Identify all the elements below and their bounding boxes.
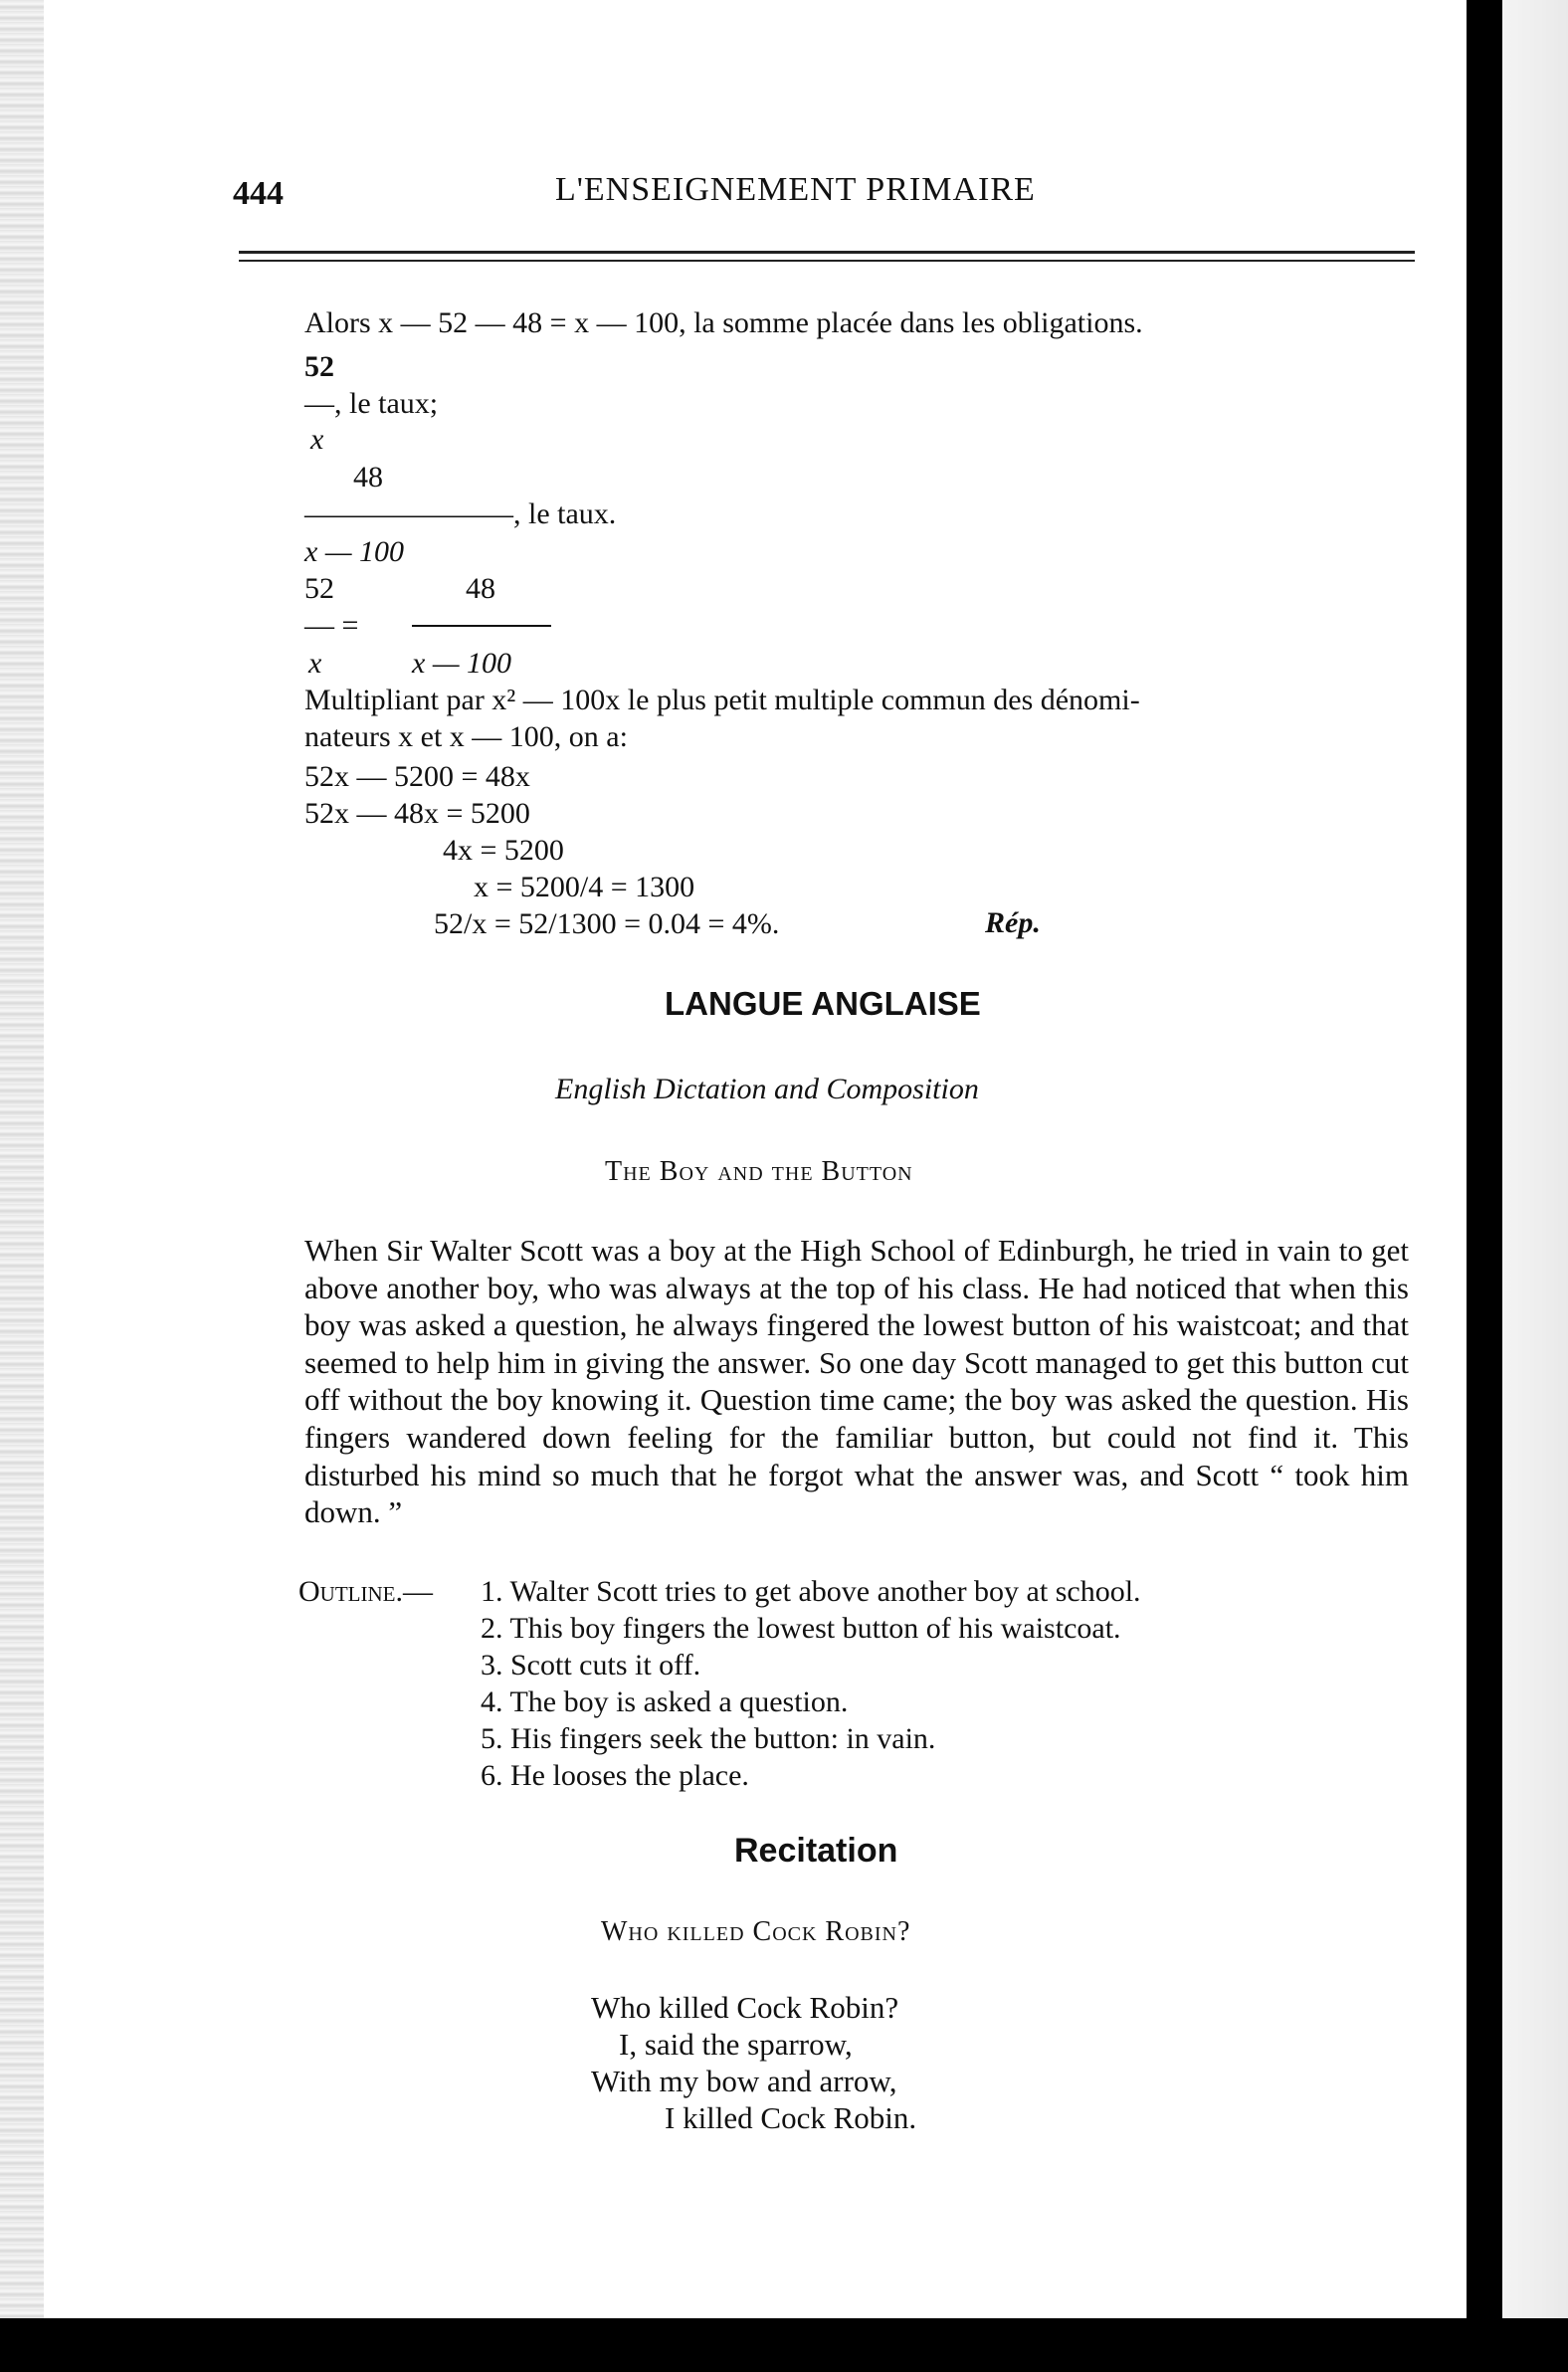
header-rule-bottom xyxy=(239,260,1415,262)
poem-line: With my bow and arrow, xyxy=(591,2064,897,2098)
equation-left-denominator: x xyxy=(308,647,322,680)
story-title: The Boy and the Button xyxy=(605,1156,913,1187)
section-heading: LANGUE ANGLAISE xyxy=(665,985,981,1022)
equation-right-denominator: x — 100 xyxy=(412,647,511,680)
outline-item: 1. Walter Scott tries to get above another boy at school. xyxy=(481,1575,1141,1608)
header-rule-top xyxy=(239,251,1415,254)
poem-title: Who killed Cock Robin? xyxy=(601,1916,911,1947)
equation-left-numerator: 52 xyxy=(304,572,334,605)
page-number: 444 xyxy=(233,175,284,212)
outline-item: 5. His fingers seek the button: in vain. xyxy=(481,1722,936,1755)
poem-line: Who killed Cock Robin? xyxy=(591,1990,899,2025)
equation-middle: — = xyxy=(304,609,359,642)
outline-item: 4. The boy is asked a question. xyxy=(481,1685,849,1718)
poem-line: I, said the sparrow, xyxy=(619,2027,853,2062)
recitation-heading: Recitation xyxy=(734,1832,898,1870)
scan-bottom-band xyxy=(0,2318,1568,2372)
answer-label: Rép. xyxy=(985,906,1041,939)
multiplier-line-2: nateurs x et x — 100, on a: xyxy=(304,720,628,753)
outline-label: Outline.— xyxy=(298,1575,433,1608)
scan-dark-margin xyxy=(1467,0,1502,2372)
equation-row: 52/x = 52/1300 = 0.04 = 4%. xyxy=(434,907,780,940)
scan-right-strip xyxy=(1502,0,1568,2372)
fraction-2-numerator: 48 xyxy=(353,461,383,494)
section-subheading: English Dictation and Composition xyxy=(555,1073,979,1105)
page-left-edge xyxy=(0,0,44,2372)
fraction-2-line: ———————, le taux. xyxy=(304,497,617,530)
story-paragraph xyxy=(304,1232,1409,1531)
equation-fraction-bar xyxy=(412,625,551,627)
outline-item: 6. He looses the place. xyxy=(481,1759,749,1792)
equation-row: 4x = 5200 xyxy=(443,834,564,867)
fraction-1-numerator: 52 xyxy=(304,350,334,383)
fraction-1-denominator: x xyxy=(310,423,324,456)
equation-row: 52x — 48x = 5200 xyxy=(304,797,530,830)
math-line-1: Alors x — 52 — 48 = x — 100, la somme placée dans les obligations. xyxy=(304,306,1143,339)
equation-row: x = 5200/4 = 1300 xyxy=(474,871,695,903)
multiplier-line-1: Multipliant par x² — 100x le plus petit multiple commun des dénomi- xyxy=(304,684,1140,716)
fraction-1-line: —, le taux; xyxy=(304,387,439,420)
equation-row: 52x — 5200 = 48x xyxy=(304,760,530,793)
fraction-2-denominator: x — 100 xyxy=(304,535,404,568)
story-paragraph-text: When Sir Walter Scott was a boy at the High School of Edinburgh, he tried in vain to get above another boy, who was always at the top of his class. He had noticed that when this boy was asked a question, he always fingered the lowest button of his waistcoat; and that seemed to help him in giving the answer. So one day Scott managed to get this button cut off without the boy knowing it. Question time came; the boy was asked the question. His fingers wandered down feeling for the familiar button, but could not find it. This disturbed his mind so much that he forgot what the answer was, and Scott “ took him down. ” xyxy=(304,1233,1409,1530)
outline-item: 3. Scott cuts it off. xyxy=(481,1649,701,1681)
poem-line: I killed Cock Robin. xyxy=(665,2100,917,2135)
running-title: L'ENSEIGNEMENT PRIMAIRE xyxy=(555,171,1036,208)
outline-item: 2. This boy fingers the lowest button of his waistcoat. xyxy=(481,1612,1121,1645)
equation-right-numerator: 48 xyxy=(466,572,495,605)
